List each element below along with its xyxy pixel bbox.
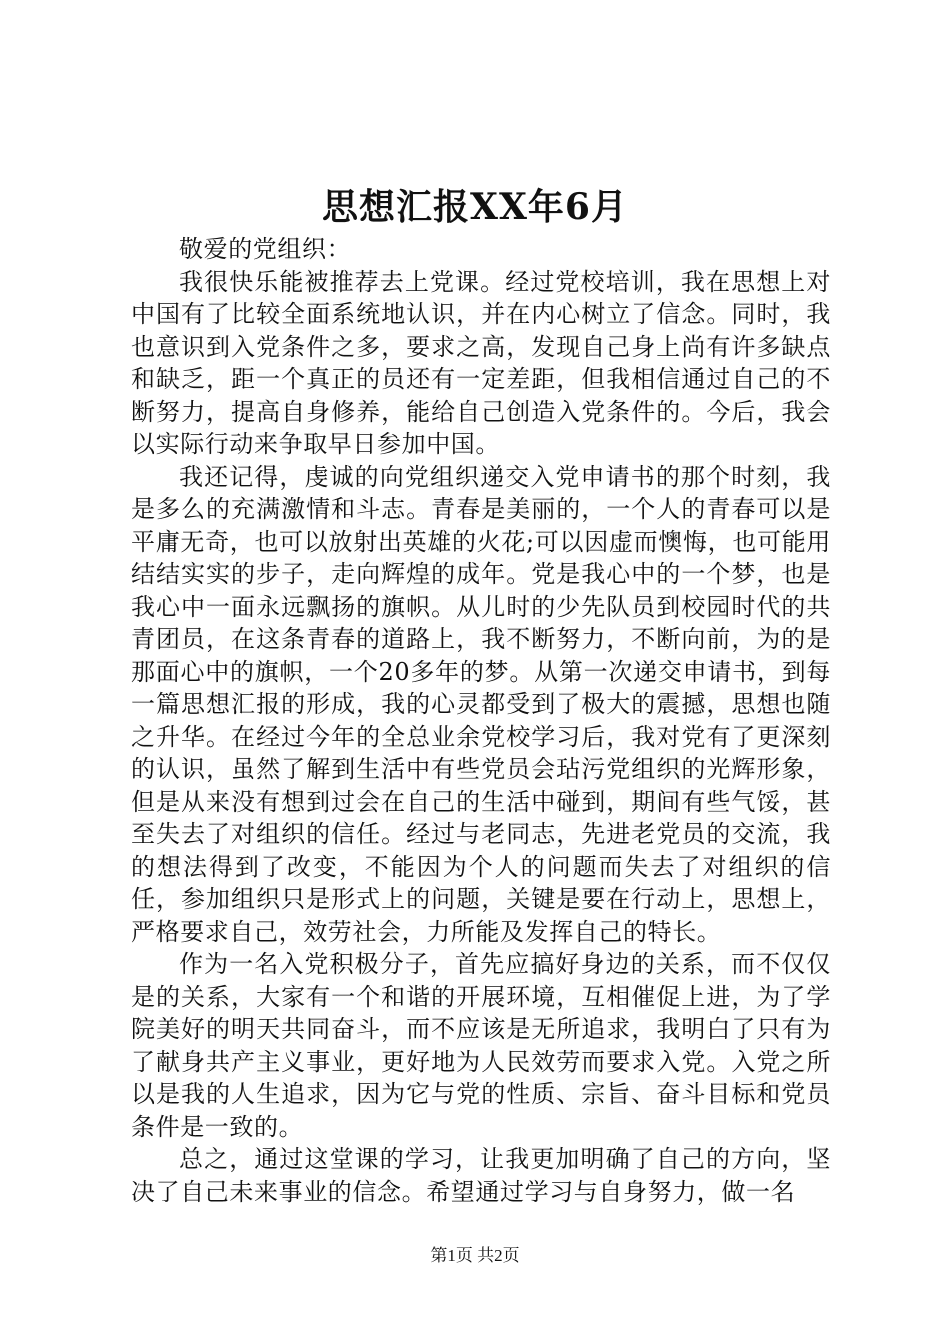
document-body	[131, 233, 831, 1208]
document-title: 思想汇报XX年6月	[322, 186, 628, 228]
paragraph: 我还记得，虔诚的向党组织递交入党申请书的那个时刻，我是多么的充满激情和斗志。青春是美丽的，一个人的青春可以是平庸无奇，也可以放射出英雄的火花;可以因虚而懊悔，也可能用结结实实的步子，走向辉煌的成年。党是我心中的一个梦，也是我心中一面永远飘扬的旗帜。从儿时的少先队员到校园时代的共青团员，在这条青春的道路上，我不断努力，不断向前，为的是那面心中的旗帜，一个20多年的梦。从第一次递交申请书，到每一篇思想汇报的形成，我的心灵都受到了极大的震撼，思想也随之升华。在经过今年的全总业余党校学习后，我对党有了更深刻的认识，虽然了解到生活中有些党员会玷污党组织的光辉形象，但是从来没有想到过会在自己的生活中碰到，期间有些气馁，甚至失去了对组织的信任。经过与老同志，先进老党员的交流，我的想法得到了改变，不能因为个人的问题而失去了对组织的信任，参加组织只是形式上的问题，关键是要在行动上，思想上，严格要求自己，效劳社会，力所能及发挥自己的特长。	[131, 462, 831, 946]
paragraph: 作为一名入党积极分子，首先应搞好身边的关系，而不仅仅是的关系，大家有一个和谐的开展环境，互相催促上进，为了学院美好的明天共同奋斗，而不应该是无所追求，我明白了只有为了献身共产主义事业，更好地为人民效劳而要求入党。入党之所以是我的人生追求，因为它与党的性质、宗旨、奋斗目标和党员条件是一致的。	[131, 950, 831, 1141]
salutation: 敬爱的党组织：	[179, 235, 352, 263]
paragraph: 总之，通过这堂课的学习，让我更加明确了自己的方向，坚决了自己未来事业的信念。希望通过学习与自身努力，做一名	[131, 1145, 831, 1206]
page-footer: 第1页 共2页	[430, 1246, 520, 1265]
paragraph: 我很快乐能被推荐去上党课。经过党校培训，我在思想上对中国有了比较全面系统地认识，并在内心树立了信念。同时，我也意识到入党条件之多，要求之高，发现自己身上尚有许多缺点和缺乏，距一个真正的员还有一定差距，但我相信通过自己的不断努力，提高自身修养，能给自己创造入党条件的。今后，我会以实际行动来争取早日参加中国。	[131, 267, 831, 458]
